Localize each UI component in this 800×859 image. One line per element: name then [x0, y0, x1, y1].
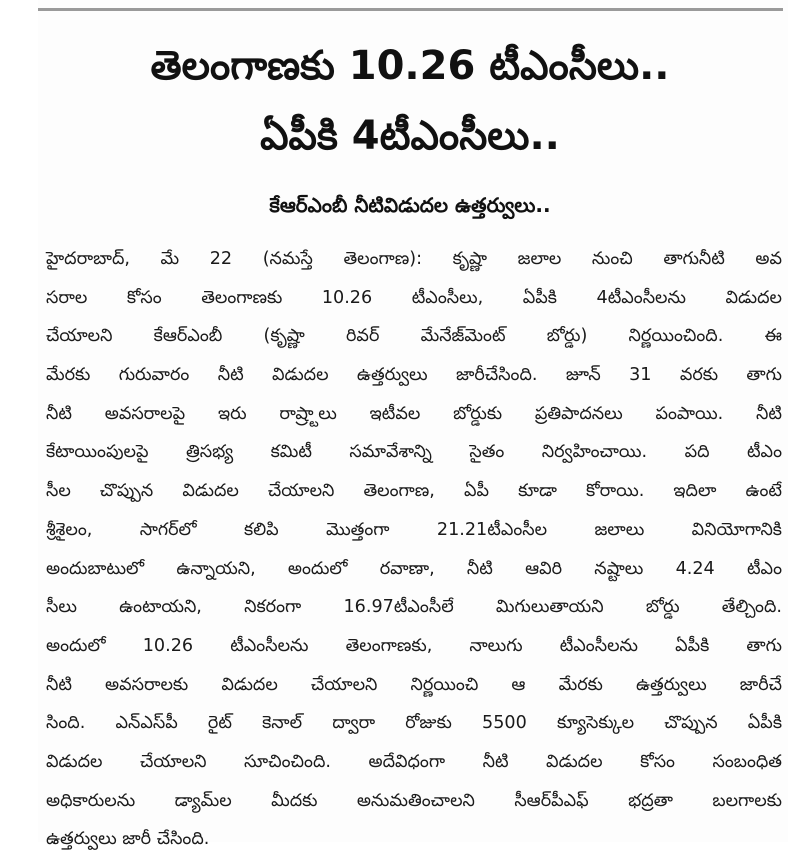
- body-line: విడుదల చేయాలని సూచించింది. అదేవిధంగా నీటి విడుదల కోసం సంబంధిత: [46, 751, 782, 772]
- body-line: శ్రీశైలం, సాగర్‌లో కలిపి మొత్తంగా 21.21టీఎంసీల జలాలు వినియోగానికి: [46, 519, 782, 540]
- body-line: చేయాలని కేఆర్ఎంబీ (కృష్ణా రివర్ మేనేజ్‌మెంట్ బోర్డు) నిర్ణయించింది. ఈ: [46, 326, 782, 347]
- body-line: నీటి అవసరాలపై ఇరు రాష్ర్టాలు ఇటీవల బోర్డుకు ప్రతిపాదనలు పంపాయి. నీటి: [46, 403, 782, 424]
- body-line: ఉత్తర్వులు జారీ చేసింది.: [46, 829, 210, 850]
- headline-line-2: ఏపీకి 4టీఎంసీలు..: [260, 113, 560, 159]
- body-line: హైదరాబాద్, మే 22 (నమస్తే తెలంగాణ): కృష్ణా జలాల నుంచి తాగునీటి అవ: [46, 249, 782, 269]
- subheadline: కేఆర్‌ఎంబీ నీటివిడుదల ఉత్తర్వులు..: [269, 193, 551, 217]
- body-line: అందులో 10.26 టీఎంసీలను తెలంగాణకు, నాలుగు టీఎంసీలను ఏపీకి తాగు: [46, 635, 782, 656]
- body-line: కేటాయింపులపై త్రిసభ్య కమిటీ సమావేశాన్ని సైతం నిర్వహించాయి. పది టీఎం: [46, 442, 782, 463]
- body-line: మేరకు గురువారం నీటి విడుదల ఉత్తర్వులు జారీచేసింది. జూన్ 31 వరకు తాగు: [46, 365, 782, 386]
- body-line: సీల చొప్పున విడుదల చేయాలని తెలంగాణ, ఏపీ కూడా కోరాయి. ఇదిలా ఉంటే: [46, 481, 782, 502]
- body-line: నీటి అవసరాలకు విడుదల చేయాలని నిర్ణయించి ఆ మేరకు ఉత్తర్వులు జారీచే: [46, 674, 782, 695]
- article-body: [46, 240, 782, 859]
- top-divider-rule: [38, 8, 783, 11]
- body-line: సరాల కోసం తెలంగాణకు 10.26 టీఎంసీలు, ఏపీకి 4టీఎంసీలను విడుదల: [46, 287, 782, 308]
- body-line: అందుబాటులో ఉన్నాయని, అందులో రవాణా, నీటి ఆవిరి నష్టాలు 4.24 టీఎం: [46, 558, 782, 579]
- body-line: అధికారులను డ్యామ్‌ల మీదకు అనుమతించాలని సీఆర్‌పీఎఫ్ భద్రతా బలగాలకు: [46, 790, 782, 811]
- body-line: సీలు ఉంటాయని, నికరంగా 16.97టీఎంసీలే మిగులుతాయని బోర్డు తేల్చింది.: [46, 597, 782, 618]
- body-line: సింది. ఎన్ఎస్‌పీ రైట్ కెనాల్ ద్వారా రోజుకు 5500 క్యూసెక్కుల చొప్పున ఏపీకి: [46, 713, 782, 734]
- headline-line-1: తెలంగాణకు 10.26 టీఎంసీలు..: [150, 43, 670, 89]
